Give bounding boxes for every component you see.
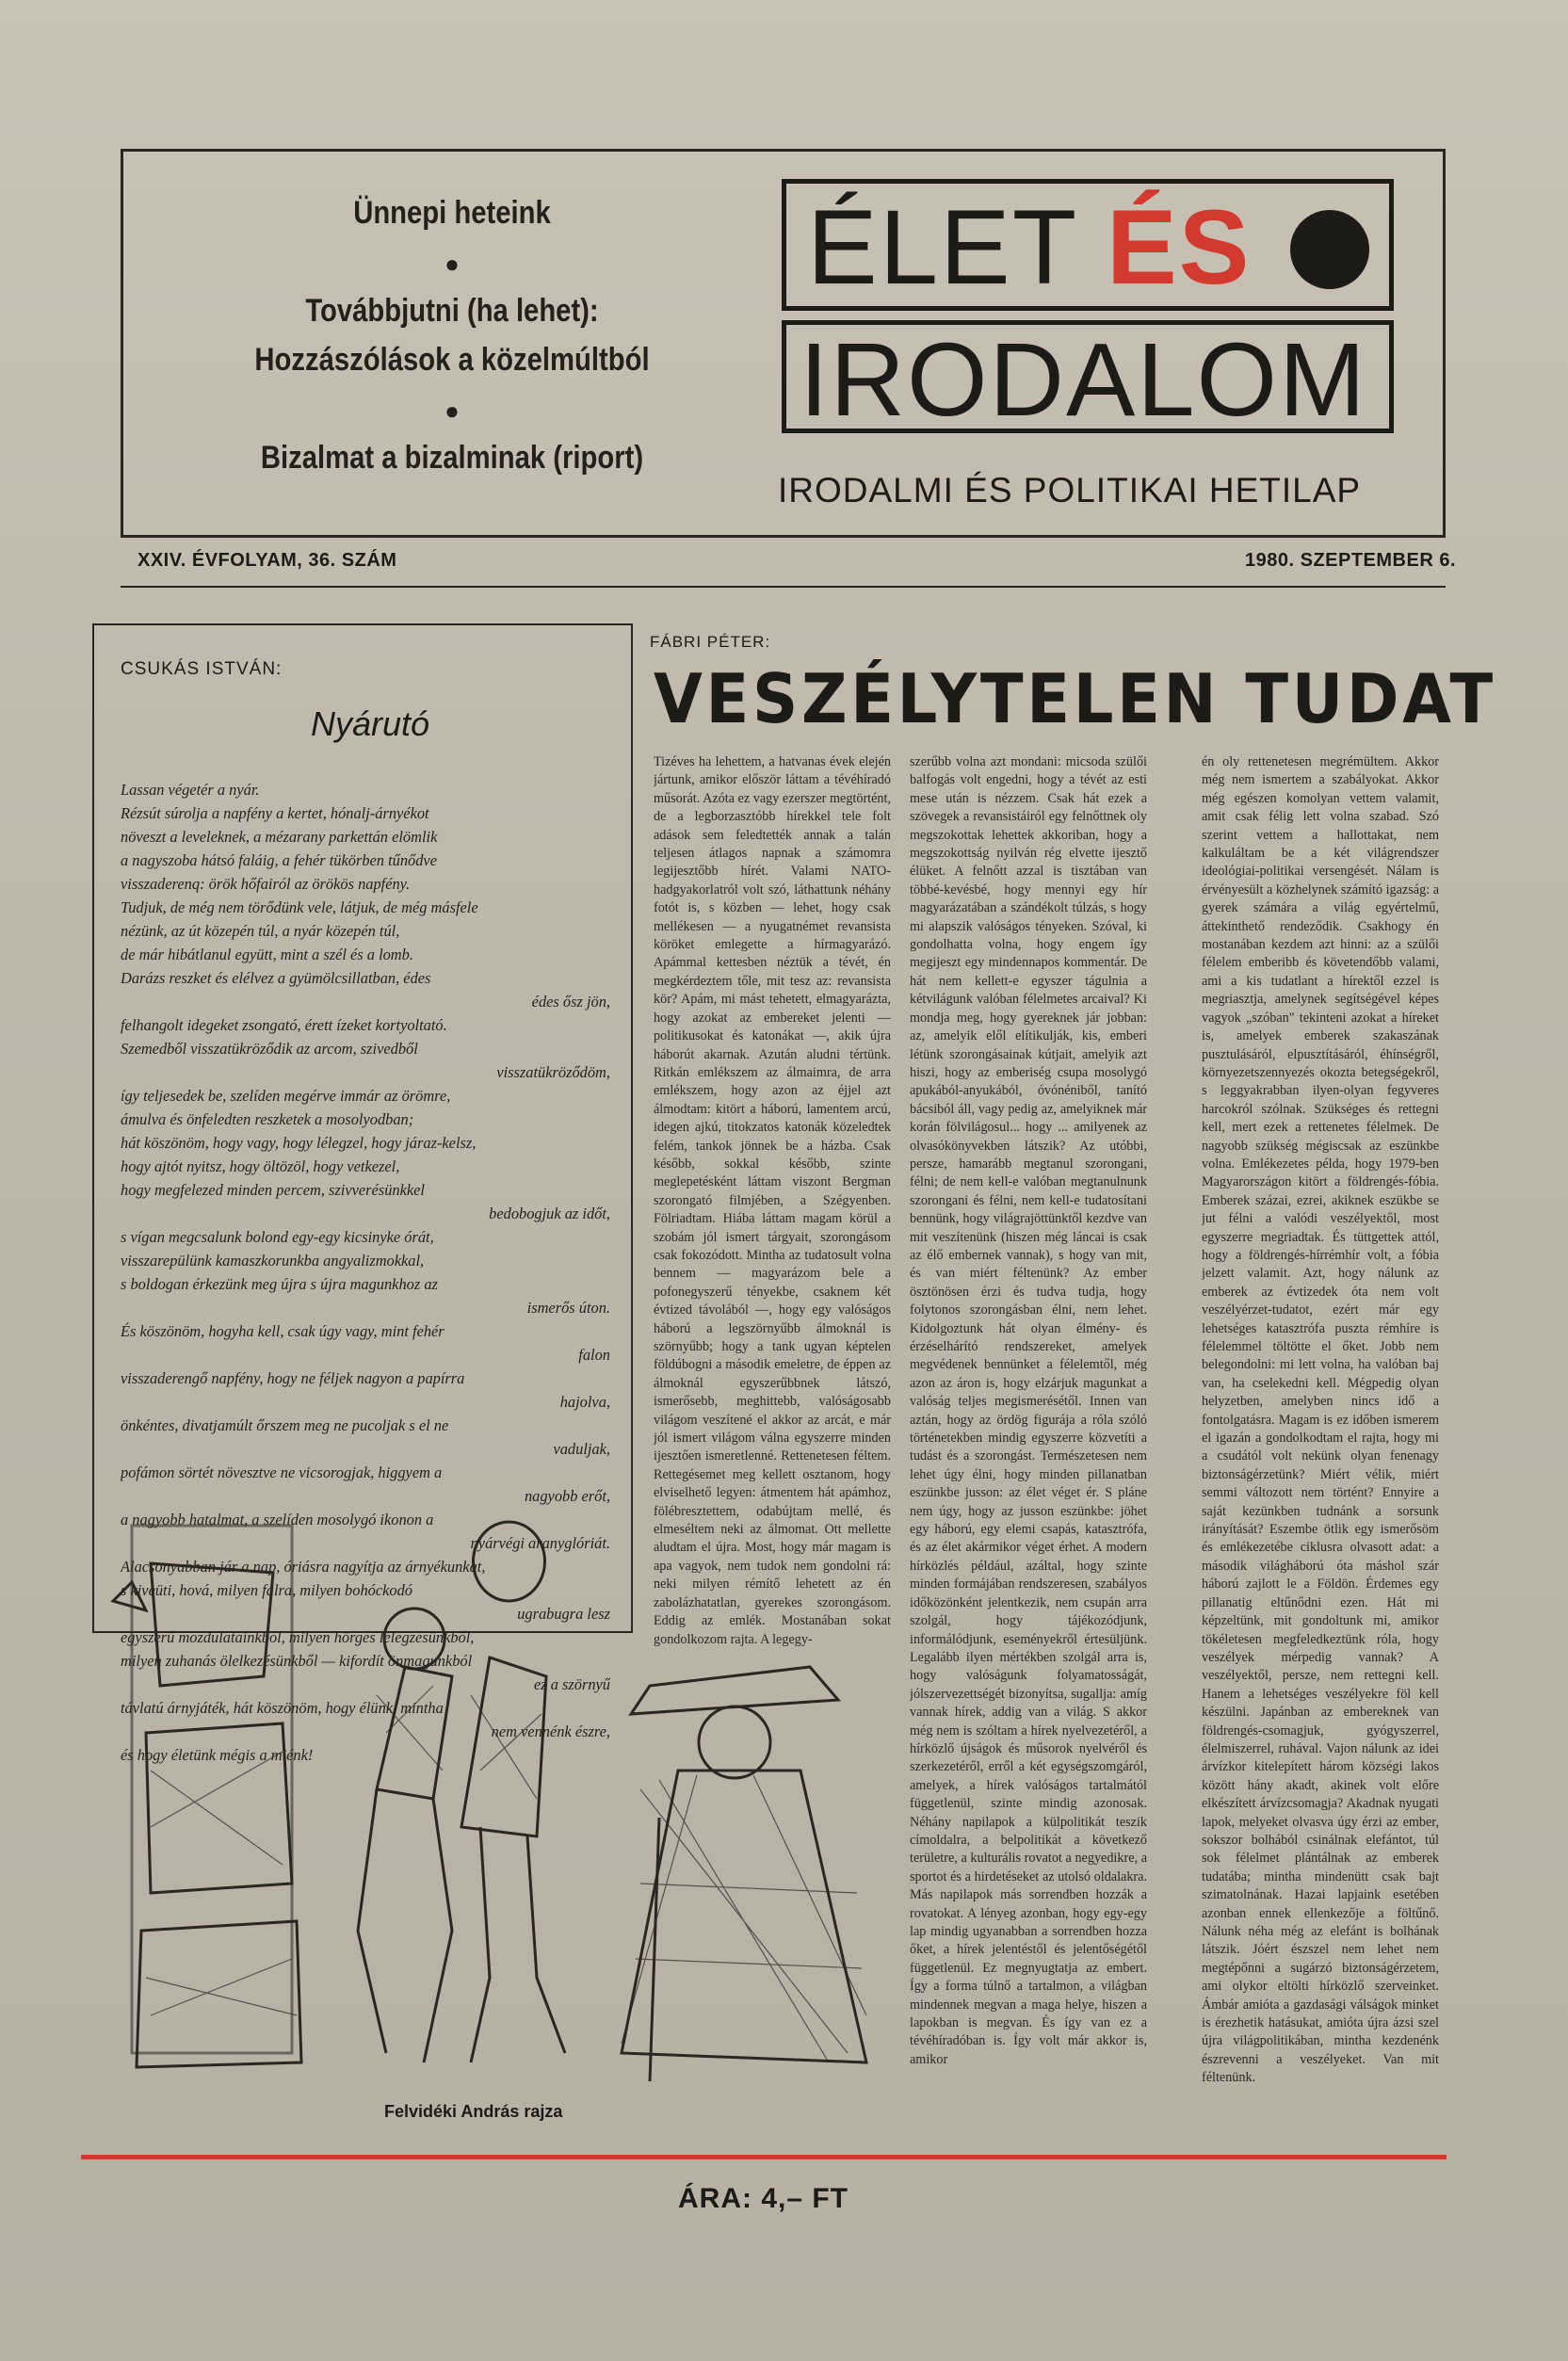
poem-line: a nagyobb hatalmat, a szelíden mosolygó ikonon a (121, 1511, 434, 1528)
poem-line: s boldogan érkezünk meg újra s újra magunkhoz az (121, 1275, 438, 1293)
article-headline[interactable]: VESZÉLYTELEN TUDAT (654, 659, 1496, 738)
logo-word-es: ÉS (1107, 188, 1252, 306)
poem-line: ismerős úton. (526, 1299, 610, 1317)
bullet-icon: ● (445, 250, 460, 278)
poem-line: ámulva és önfeledten reszketek a mosolyodban; (121, 1110, 414, 1128)
masthead-subtitle: IRODALMI ÉS POLITIKAI HETILAP (778, 471, 1362, 509)
poem-line: nézünk, az út közepén túl, a nyár közepén túl, (121, 922, 400, 940)
poem-line: s kiveüti, hová, milyen falra, milyen bohóckodó (121, 1581, 412, 1599)
logo-word-elet: ÉLET (807, 188, 1079, 306)
poem-line: hogy megfelezed minden percem, szivverésünkkel (121, 1181, 425, 1199)
poem-line: Rézsút súrolja a napfény a kertet, hónalj-árnyékot (121, 804, 429, 822)
poem-line: a nagyszoba hátsó faláig, a fehér tükörben tűnődve (121, 851, 437, 869)
teaser-item[interactable]: Hozzászólások a közelmúltból (254, 342, 650, 378)
poem-line: visszatükröződöm, (496, 1063, 610, 1081)
poem-line: visszarepülünk kamaszkorunkba angyalizmokkal, (121, 1252, 425, 1269)
teaser-item[interactable]: Bizalmat a bizalminak (riport) (260, 440, 644, 476)
poem-line: nem vennénk észre, (491, 1722, 610, 1740)
poem-line: nagyobb erőt, (524, 1487, 610, 1505)
footer-red-rule (81, 2155, 1447, 2159)
poem-line: falon (578, 1346, 610, 1364)
poem-line: ugrabugra lesz (517, 1605, 610, 1623)
poem-line: növeszt a leveleknek, a mézarany parkettán elömlik (121, 828, 438, 846)
poem-line: Lassan végetér a nyár. (121, 781, 260, 799)
poem-line: visszaderenq: örök hőfairól az örökös napfény. (121, 875, 411, 893)
poem-line: felhangolt idegeket zsongató, érett ízeket kortyoltató. (121, 1016, 447, 1034)
poem-line: hát köszönöm, hogy vagy, hogy lélegzel, hogy járaz-kelsz, (121, 1134, 477, 1152)
article-column-3: én oly rettenetesen megrémültem. Akkor még nem ismertem a szabályokat. Akkor még egészen komolyan vettem valamit, amit csak félig lett volna szabad. Szó szerint vettem a hallottakat, nem kalkuláltam be a két világrendszer ideológiai-politikai versengését. Nálam is érvényesült a közhelynek számító igazság: a gyerek számára a világ egyértelmű, áttekinthető rendeződik. Csakhogy én mostanában kezdem azt hinni: az a szülői félelem emberibb és követendőbb valami, ami a kis tudatlant a hírektől ezzel is megriasztja, amelynek segítségével képes vagyok „szóban" tekinteni azokat a híreket is, amelyek emberek szakaszának pusztulásáról, elpusztításáról, éhínségről, környezetszennyezés okozta betegségekről, s leggyakrabban ilyen-olyan fegyveres harcokról szólnak. Szükséges és rettegni kell, mert ezek a rettenetes félelmek. De nagyobb szükség mégiscsak az eszünkbe volna. Emlékezetes példa, hogy 1979-ben Magyarországon kitört a földrengés-fóbia. Emberek százai, ezrei, akiknek eszükbe se jut félni a valódi veszélyektől, most egyszerre megriadtak. És tüttgettek attól, hogy a földrengés-hírrémhír volt, a fóbia jelzett valamit. Azt, hogy nálunk az emberek az évtizedek óta nem volt veszélyérzet-tudatot, ezért már egy lehetséges katasztrófa puszta rémhíre is félelemmel töltötte el őket. Jobb nem belegondolni: mi lett volna, ha valóban baj van, ha cselekedni kell. Mégpedig olyan helyzetben, amelyben nincs idő a fontolgatásra. Magam is ez időben ismerem el igazán a gondolkodtam el rajta, hogy mi a csudától volt nekünk olyan fenenagy biztonságérzetünk? Miért vélik, miért semmi változott nem történt? Ennyire a saját kezünkben tudnánk a sorsunk irányítását? Eszembe ötlik egy ismerősöm és emlékezetébe ciklusra olvasott adat: a második világháború óta máshol szár háború zajlott le a Földön. Érdemes egy pillanatig eltűnődni ezen. Hát mi képzeltünk, mit gondoltunk mi, amikor tökéletesen megfeledkeztünk róla, hogy veszélyek mérpedig vannak? A veszélyektől, persze, nem rettegni kell. Hanem a lehetséges veszélyekre föl kell készülni. Japánban az embereknek van földrengés-csomagjuk, gyógyszerrel, élelmiszerrel, ruhával. Vajon nálunk az idei árvízkor kitelepített három községi lakos között hány akadt, akinek volt előre elkészített árvízcsomagja? Akadnak nyugati lapok, melyeket olvasva úgy érzi az ember, sokszor bolhából csinálnak elefántot, túl sok félelmet plántálnak az emberek tudatába; mintha mindenütt csak bajt szimatolnának. Hazai lapjaink esetében azonban ennek ellenkezője a föltűnő. Nálunk néha még az elefánt is bolhának látszik. Jóért észszel nem lehet nem megtépőnni a sugárzó biztonságérzetem, ami olykor eltölti hírközlő szerveinket. Ámbár amióta a gazdasági válságok minket is érezhetik hatásukat, amióta újra ázsi szel újra világpolitikában, mintha kezdenénk észrevenni a veszélyeket. Van mit féltenünk. (1202, 754, 1439, 2086)
header-rule (121, 586, 1446, 588)
poem-line: egyszerű mozdulatainkból, milyen hörgés lélegzésünkből, (121, 1628, 475, 1646)
logo-dot-icon (1290, 210, 1369, 289)
woodcut-illustration (94, 1488, 904, 2119)
illustration-caption: Felvidéki András rajza (384, 2102, 563, 2121)
poem-line: Szemedből visszatükröződik az arcom, szivedből (121, 1040, 418, 1058)
logo-top-box (782, 179, 1394, 311)
poem-line: És köszönöm, hogyha kell, csak úgy vagy, mint fehér (121, 1322, 445, 1340)
poem-line: önkéntes, divatjamúlt őrszem meg ne pucoljak s el ne (121, 1416, 449, 1434)
issue-number: XXIV. ÉVFOLYAM, 36. SZÁM (137, 550, 397, 571)
teaser-list (170, 188, 735, 482)
poem-title: Nyárutó (311, 704, 430, 743)
poem-line: milyen zuhanás ölelkezésünkből — kifordít önmagunkból (121, 1652, 473, 1670)
logo-bottom-box (782, 320, 1394, 438)
poem-line: s vígan megcsalunk bolond egy-egy kicsinyke órát, (121, 1228, 434, 1246)
logo-word-irodalom: IRODALOM (800, 322, 1367, 438)
poem-line: Tudjuk, de még nem törődünk vele, látjuk, de még másfele (121, 898, 478, 916)
poem-line: így teljesedek be, szelíden megérve immár az örömre, (121, 1087, 451, 1105)
poem-line: távlatú árnyjáték, hát köszönöm, hogy élünk, mintha (121, 1699, 444, 1717)
article-column-1: Tizéves ha lehettem, a hatvanas évek elején jártunk, amikor először láttam a tévéhíradó műsorát. Azóta ez vagy ezerszer megtörtént, de a legborzasztóbb hírekkel tele folt adások sem feledtették annak a talán teljesen átlagos napnak a számomra legijesztőbb hírét. Valami NATO-hadgyakorlatról volt szó, láthattunk néhány fotót is, s közben — lehet, hogy csak mellékesen — a nyugatnémet revansista köröket emlegette a hírmagyarázó. Apámmal kettesben néztük a tévét, én megkérdeztem tőle, mit tesz az: revansista kör? Apám, mi mást tehetett, elmagyarázta, hogy azokat az embereket jelenti — politikusokat és katonákat —, akik újra háborút akarnak. Azután aludni tértünk. Ritkán emlékszem az álmaimra, de arra emlékszem, hogy azon az éjjel azt álmodtam: kitört a háború, lamentem arcú, idegen ajkú, titokzatos katonák közeledtek felém, tankok jönnek be a házba. Csak később, sokkal később, szinte meglepetésként láttam viszont Bergman szorongató filmjében, a Szégyenben. Fölriadtam. Hiába láttam magam körül a szobám jól ismert tárgyait, szorongásom csak fokozódott. Mintha az tudatosult volna bennem — magyarázom bele a pofonegyszerű tényekbe, csaknem két évtized távolából —, hogy egy valóságos háború a legszörnyűbb álmoknál is szörnyűbb; hogy a tank ugyan képtelen földúbogni a második emeletre, de éppen az álmoknál egyszerűbbnek látszó, ismerősebb, meghittebb, valóságosabb világom veszítené el akkor az arcát, e már jól ismert világom válna egyszerre minden ijesztően ismeretlenné. Rettenetesen féltem. Rettegésemet meg kellett osztanom, hogy elviselhető legyen: átmentem hát apámhoz, fölébresztettem, odabújtam mellé, és elmeséltem neki az álmomat. Ott mellette aludtam el újra. Most, hogy már magam is apa vagyok, nem tudok nem gondolni rá: neki milyen rémítő lehetett az én zabolázhatatlan, gyerekes szorongásom. Eddig az emlék. Mostanában sokat gondolkozom rajta. A legegy- (654, 754, 891, 1647)
poem-line: pofámon sörtét növesztve ne vicsorogjak, higgyem a (121, 1463, 443, 1481)
poem-author: CSUKÁS ISTVÁN: (121, 659, 283, 679)
poem-line: visszaderengő napfény, hogy ne féljek nagyon a papírra (121, 1369, 465, 1387)
poem-line: nyárvégi aranyglóriát. (470, 1534, 610, 1552)
poem-line: Alacsonyabban jár a nap, óriásra nagyítja az árnyékunkat, (121, 1558, 486, 1576)
poem-line: de már hibátlanul együtt, mint a szél és a lomb. (121, 946, 413, 963)
article-column-2: szerűbb volna azt mondani: micsoda szülői balfogás volt engedni, hogy a tévét az esti mese után is nézzem. Csak hát ezek a szövegek a revansistáiról egy felnőttnek oly megszokottak lehettek akkoriban, hogy a megszokottság nyilván rég elvette ijesztő élüket. A felnőtt azzal is tisztában van többé-kevésbé, hogy mennyi egy hír magyarázatában a szándékolt túlzás, s hogy mi alapszik valóságos tényeken. Szóval, ki gondolhatta volna, hogy engem így megijeszt egy mindennapos kommentár. De hát nem kellett-e egyszer tágulnia a kétvilágunk valóban félelmetes arcaival? Ki mondja meg, hogy gyereknek jár jobban: az, amelyik elől elítikulják, kis, emberi létünk szorongásainak kútjait, amelyik azt hiszi, hogy az emberiség csupa mosolygó apukából-anyukából, óvónéniből, tanító bácsiból áll, vagy pedig az, amelyiknek már korán fölvilágosul... hogy ... amilyenek az olvasókönyvekben látszik? Az utóbbi, persze, hamarább megtanul szorongani, félni; de nem kell-e valóban megtanulnunk szorongani és félni, nem kell-e tudatosítani bennünk, hogy világrajöttünktől kezdve van mit veszítenünk (hiszen még láncai is csak az élő embernek vannak), s hogy van mit, és van miért féltenünk? Az ember ösztönösen érzi és tudva tudja, hogy folytonos szorongásban élni, nem lehet. Kidolgoztunk hát olyan élmény- és érzéselhárító rendszereket, amelyek megvédenek bennünket a félelemtől, még azon az áron is, hogy elzárjuk magunkat a valóság teljes megismerésétől. Innen van aztán, hogy az ördög figurája a róla szóló történetekben mindig egyszerre közvetíti a tudást és a szorongást. Természetesen nem lehet úgy élni, hogy minden pillanatban eszünkbe jusson: az élet véget ér. S pláne nem úgy, hogy az jusson eszünkbe: jöhet egy háború, egy elemi csapás, katasztrófa, és az élet akármikor véget érhet. A modern hírközlés például, azáltal, hogy szinte minden formájában rendszeresen, szabályos időközönként jelentkezik, nem csupán arra szolgál, hogy tájékozódjunk, informálódjunk, eseményekről értesüljünk. Legalább ilyen mértékben szolgál arra is, hogy valóságunk folyamatosságát, jólszervezettségét bizonyítsa, sugallja: amíg vannak hírek, addig van a világ. S akkor még nem is szóltam a hírek nyelvezetéről, a hírközlő újságok és műsorok nyelvéről és szerkezetéről, erről a két egységszomgáról, amelyek, a hírek valóságos tartalmától függetlenül, szinte mindig azonosak. Néhány napilapok a külpolitikát teszik címoldalra, a belpolitikát a következő területre, a kulturális rovatot a negyedikre, a sportot és a hirdetéseket az utolsó oldalakra. Más napilapok más sorrendben hozzák a rovatokat. A lényeg azonban, hogy egy-egy lap mindig ugyanabban a sorrendben hozza őket, a hírek jelentéstől és jelentőségétől függetlenül. Ez megnyugtatja az embert. Így a forma túlnő a tartalmon, a világban mindennek megvan a maga helye, hiszen a lapokban is megvan. És így van ez a tévéhíradóban is. Így volt már akkor is, amikor (910, 754, 1147, 2067)
poem-line: hajolva, (559, 1393, 610, 1411)
poem-line: édes ősz jön, (531, 993, 610, 1011)
article-author: FÁBRI PÉTER: (650, 633, 771, 651)
issue-date: 1980. SZEPTEMBER 6. (1245, 550, 1457, 571)
poem-line: hogy ajtót nyitsz, hogy öltözöl, hogy vetkezel, (121, 1157, 400, 1175)
poem-line: bedobogjuk az időt, (489, 1205, 610, 1222)
price-label: ÁRA: 4,– FT (678, 2183, 849, 2214)
poem-line: ez a szörnyű (533, 1675, 610, 1693)
poem-line: és hogy életünk mégis a miénk! (121, 1746, 314, 1764)
masthead-logo (782, 179, 1394, 438)
teaser-item[interactable]: Továbbjutni (ha lehet): (305, 293, 599, 329)
poem-line: Darázs reszket és elélvez a gyümölcsillatban, édes (121, 969, 431, 987)
poem-line: vaduljak, (553, 1440, 610, 1458)
bullet-icon: ● (445, 396, 460, 425)
teaser-item[interactable]: Ünnepi heteink (353, 195, 551, 231)
